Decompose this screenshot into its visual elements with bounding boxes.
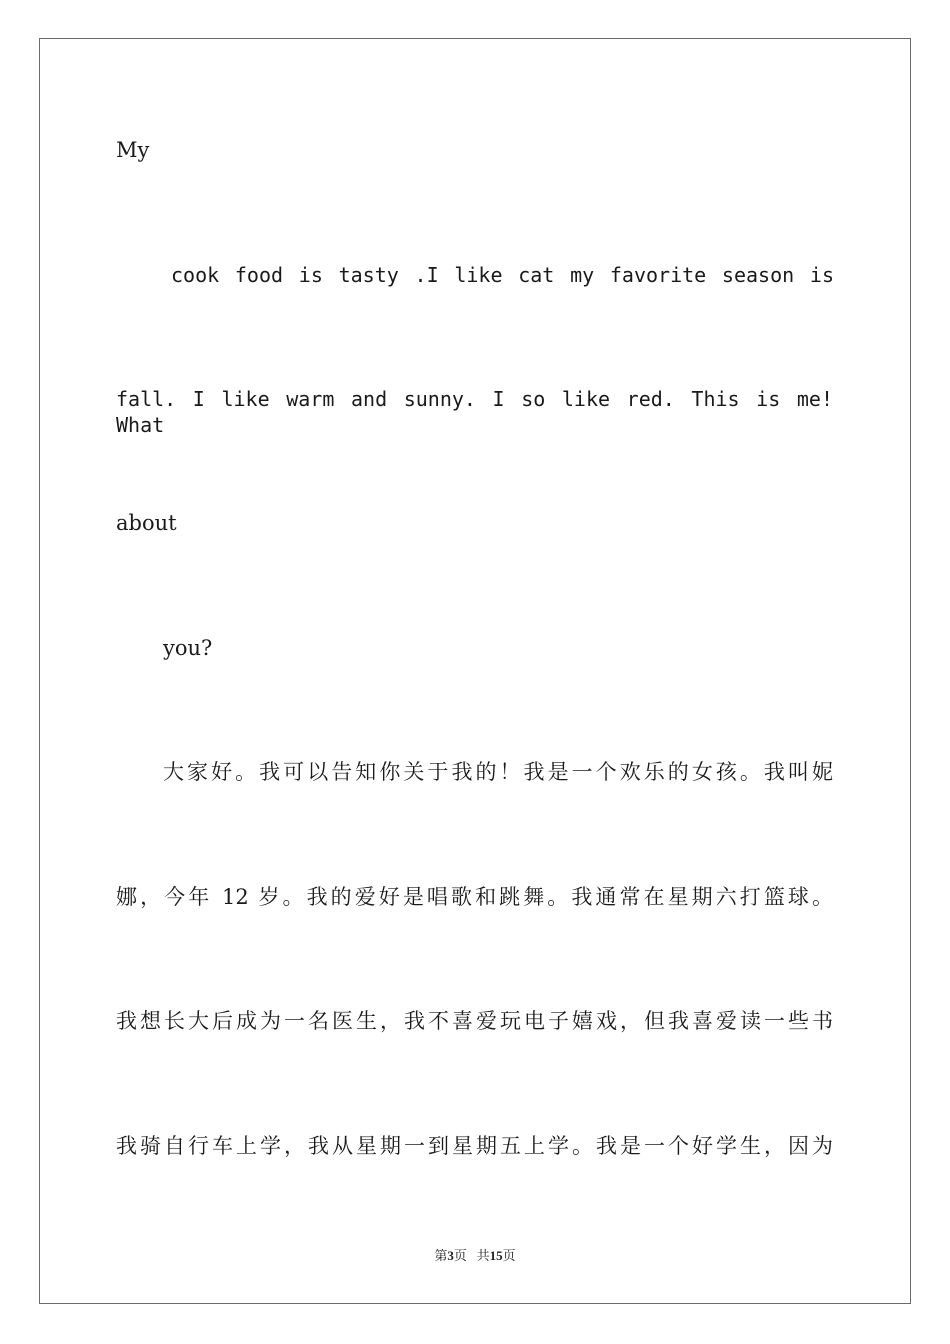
text-line-1: My (116, 138, 150, 162)
footer-page-unit: 页 (453, 1248, 467, 1263)
footer-total-unit: 页 (502, 1248, 516, 1263)
text-line-7: 娜，今年 12 岁。我的爱好是唱歌和跳舞。我通常在星期六打篮球。 (116, 885, 833, 909)
text-line-4: about (116, 511, 177, 535)
text-line-8: 我想长大后成为一名医生，我不喜爱玩电子嬉戏，但我喜爱读一些书 (116, 1009, 833, 1033)
text-line-9: 我骑自行车上学，我从星期一到星期五上学。我是一个好学生，因为 (116, 1134, 833, 1158)
text-line-6: 大家好。我可以告知你关于我的！我是一个欢乐的女孩。我叫妮 (163, 760, 833, 784)
footer-total-prefix: 共 (476, 1248, 490, 1263)
footer-prefix: 第 (434, 1248, 448, 1263)
page-footer (0, 1247, 950, 1265)
text-line-5: you? (163, 636, 213, 660)
footer-total-pages: 15 (489, 1248, 503, 1263)
footer-current-page: 3 (447, 1248, 454, 1263)
page-border (39, 38, 911, 1304)
text-line-3: fall. I like warm and sunny. I so like red. This is me! What (116, 387, 833, 437)
text-line-2: cook food is tasty .I like cat my favorite season is (171, 263, 834, 287)
